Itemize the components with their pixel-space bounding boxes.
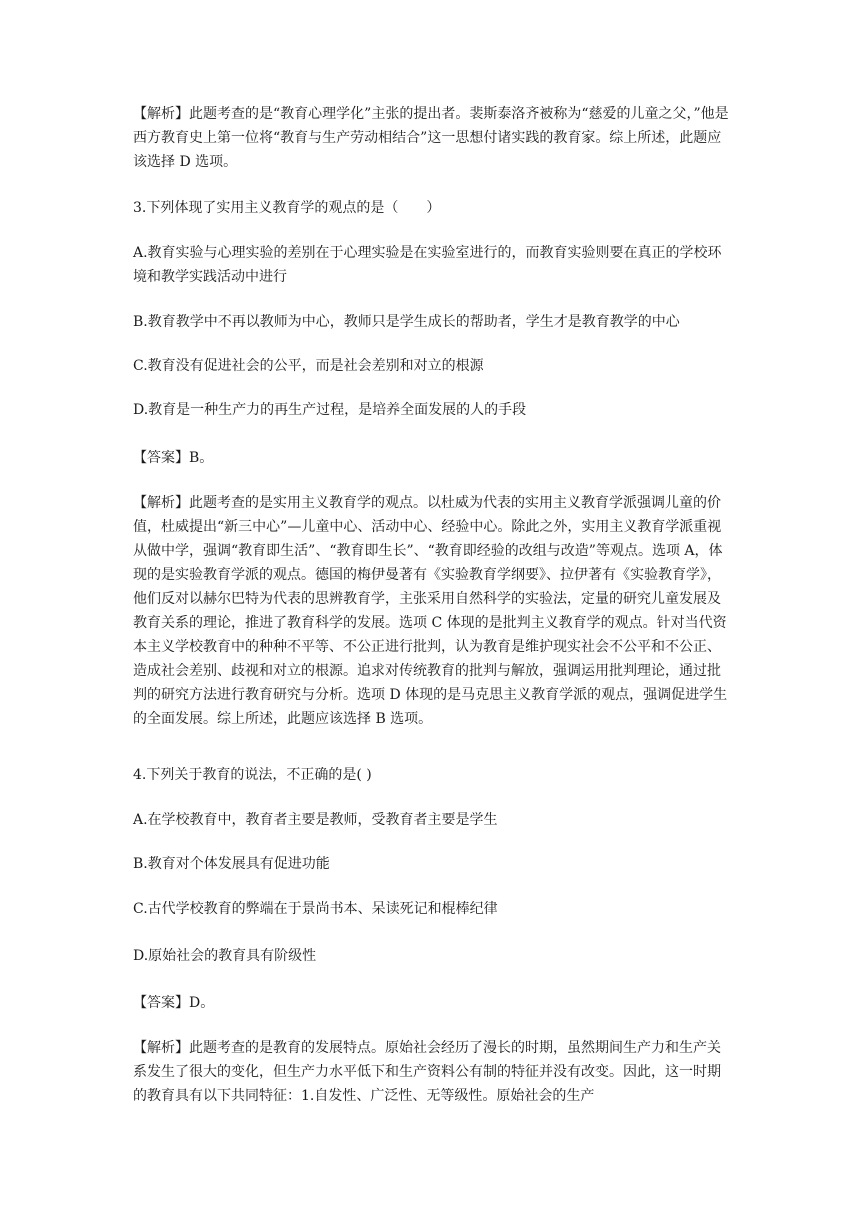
question-4-answer: 【答案】D。 xyxy=(133,995,215,1011)
explanation-paragraph-1: 【解析】此题考查的是“教育心理学化”主张的提出者。裴斯泰洛齐被称为“慈爱的儿童之父，”他是西方教育史上第一位将“教育与生产劳动相结合”这一思想付诸实践的教育家。综上所述，此题应该选择 D 选项。 xyxy=(133,106,729,170)
question-3-option-c: C.教育没有促进社会的公平，而是社会差别和对立的根源 xyxy=(133,358,484,374)
question-4-stem: 4.下列关于教育的说法，不正确的是( ) xyxy=(133,767,372,783)
question-3-option-b: B.教育教学中不再以教师为中心，教师只是学生成长的帮助者，学生才是教育教学的中心 xyxy=(133,314,680,330)
question-3-answer: 【答案】B。 xyxy=(133,450,214,466)
question-4-option-c: C.古代学校教育的弊端在于景尚书本、呆读死记和棍棒纪律 xyxy=(133,901,498,917)
question-4-option-d: D.原始社会的教育具有阶级性 xyxy=(133,948,317,964)
question-3-explanation: 【解析】此题考查的是实用主义教育学的观点。以杜威为代表的实用主义教育学派强调儿童的价值，杜威提出“新三中心”—儿童中心、活动中心、经验中心。除此之外，实用主义教育学派重视从做中学，强调“教育即生活”、“教育即生长”、“教育即经验的改组与改造”等观点。选项 A，体现的是实验教育学派的观点。德国的梅伊曼著有《实验教育学纲要》、拉伊著有《实验教育学》，他们反对以赫尔巴特为代表的思辨教育学，主张采用自然科学的实验法，定量的研究儿童发展及教育关系的理论，推进了教育科学的发展。选项 C 体现的是批判主义教育学的观点。针对当代资本主义学校教育中的种种不平等、不公正进行批判，认为教育是维护现实社会不公平和不公正、造成社会差别、歧视和对立的根源。追求对传统教育的批判与解放，强调运用批判理论，通过批判的研究方法进行教育研究与分析。选项 D 体现的是马克思主义教育学派的观点，强调促进学生的全面发展。综上所述，此题应该选择 B 选项。 xyxy=(133,495,728,727)
question-4-explanation: 【解析】此题考查的是教育的发展特点。原始社会经历了漫长的时期，虽然期间生产力和生产关系发生了很大的变化，但生产力水平低下和生产资料公有制的特征并没有改变。因此，这一时期的教育具有以下共同特征：1.自发性、广泛性、无等级性。原始社会的生产 xyxy=(133,1040,721,1104)
question-3-stem: 3.下列体现了实用主义教育学的观点的是（ ） xyxy=(133,200,441,216)
question-4-option-a: A.在学校教育中，教育者主要是教师，受教育者主要是学生 xyxy=(133,812,498,828)
question-3-option-d: D.教育是一种生产力的再生产过程，是培养全面发展的人的手段 xyxy=(133,402,527,418)
question-3-option-a: A.教育实验与心理实验的差别在于心理实验是在实验室进行的，而教育实验则要在真正的学校环境和教学实践活动中进行 xyxy=(133,245,722,285)
question-4-option-b: B.教育对个体发展具有促进功能 xyxy=(133,856,330,872)
